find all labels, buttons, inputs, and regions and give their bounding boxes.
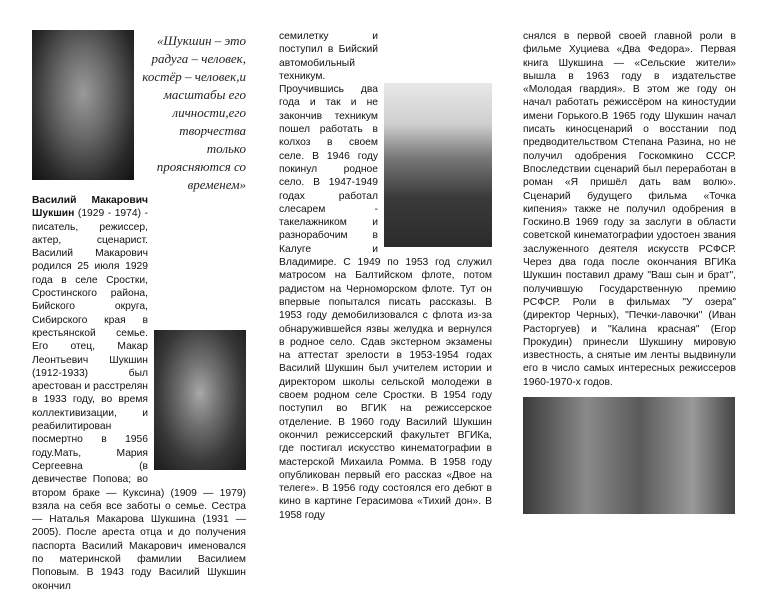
family-photo: [523, 397, 735, 514]
quote: «Шукшин – это радуга – человек, костёр – человек,и масштабы его личности,его творчества только проясняются со временем»: [142, 33, 246, 192]
column-2: [279, 30, 492, 522]
column-3: [523, 30, 736, 514]
biography-intro: (1929 - 1974) - писатель, режиссер, актер, сценарист. Василий Макарович родился 25 июля 1929 года в селе Сростки, Сростинского района, Бийского округа, Сибирского края в крестьянской семье. Его отец, Макар Леонтьевич Шукшин (1912-1933) был арестован и расстрелян в 1933 году, во время коллективизации, и реабилитирован посмертно в 1956 году.Мать, Мария Сергеевна (в девичестве Попова; во втором браке — Куксина) (1909 — 1979) взяла на себя все заботы о семье. Сестра — Наталья Макарова Шукшина (1931 — 2005). После ареста отца и до получения паспорта Василий Макарович именовался по материнской фамилии Василием Поповым.: [32, 208, 246, 579]
sailor-photo: [154, 330, 246, 470]
writing-photo: [384, 83, 492, 247]
column-1: [32, 30, 246, 593]
career-text: семилетку и поступил в Бийский автомобильный техникум. Проучившись два года и так и не закончив техникум пошел работать в колхоз в своем селе. В 1946 году покинул родное село. В 1947-1949 годах работал слесарем - такелажником и разнорабочим в Калуге и Владимире. С 1949 по 1953 год служил матросом на Балтийском флоте, потом радистом на Черноморском флоте. Тут он впервые попытался писать рассказы. В 1953 году демобилизовался с флота из-за обнаружившейся язвы желудка и вернулся в родное село. Сдав экстерном экзамены на аттестат зрелости в 1953-1954 годах Василий Шукшин был учителем истории и директором школы сельской молодежи в своем родном селе Сростки. В 1954 году поступил во ВГИК на режиссерское отделение. В 1960 году Василий Шукшин окончил режиссерский факультет ВГИКа, где постигал искусство кинематографии в мастерской Михаила Ромма. В 1958 году опубликован первый его рассказ «Двое на телеге». В 1956 году состоялся его дебют в кино в картине Герасимова «Тихий дон». В 1958 году: [279, 31, 492, 521]
biography-tail: В 1943 году Василий Шукшин окончил: [32, 567, 246, 592]
biography-name: Василий Макарович Шукшин: [32, 195, 148, 220]
portrait-photo: [32, 30, 134, 180]
films-text: снялся в первой своей главной роли в фильме Хуциева «Два Федора». Первая книга Шукшина — «Сельские жители» вышла в 1963 году в издательстве «Молодая гвардия». В этом же году он начал работать режиссёром на киностудии имени Горького.В 1965 году Шукшин начал писать киносценарий о восстании под предводительством Степана Разина, но не получил одобрения Госкомкино СССР. Впоследствии сценарий был переработан в роман «Я пришёл дать вам волю». Сценарий будущего фильма «Точка кипения» также не получил одобрения в Госкино.В 1969 году за заслуги в области советской кинематографии удостоен звания заслуженного деятеля искусств РСФСР. Через два года после окончания ВГИКа Шукшин поставил драму "Ваш сын и брат", получившую Государственную премию РСФСР. Роли в фильмах "У озера" (директор Черных), "Печки-лавочки" (Иван Расторгуев) и "Калина красная" (Егор Прокудин) принесли Шукшину мировую известность, а снятые им ленты выдвинули его в число самых интересных режиссеров 1960-1970-х годов.: [523, 31, 736, 388]
